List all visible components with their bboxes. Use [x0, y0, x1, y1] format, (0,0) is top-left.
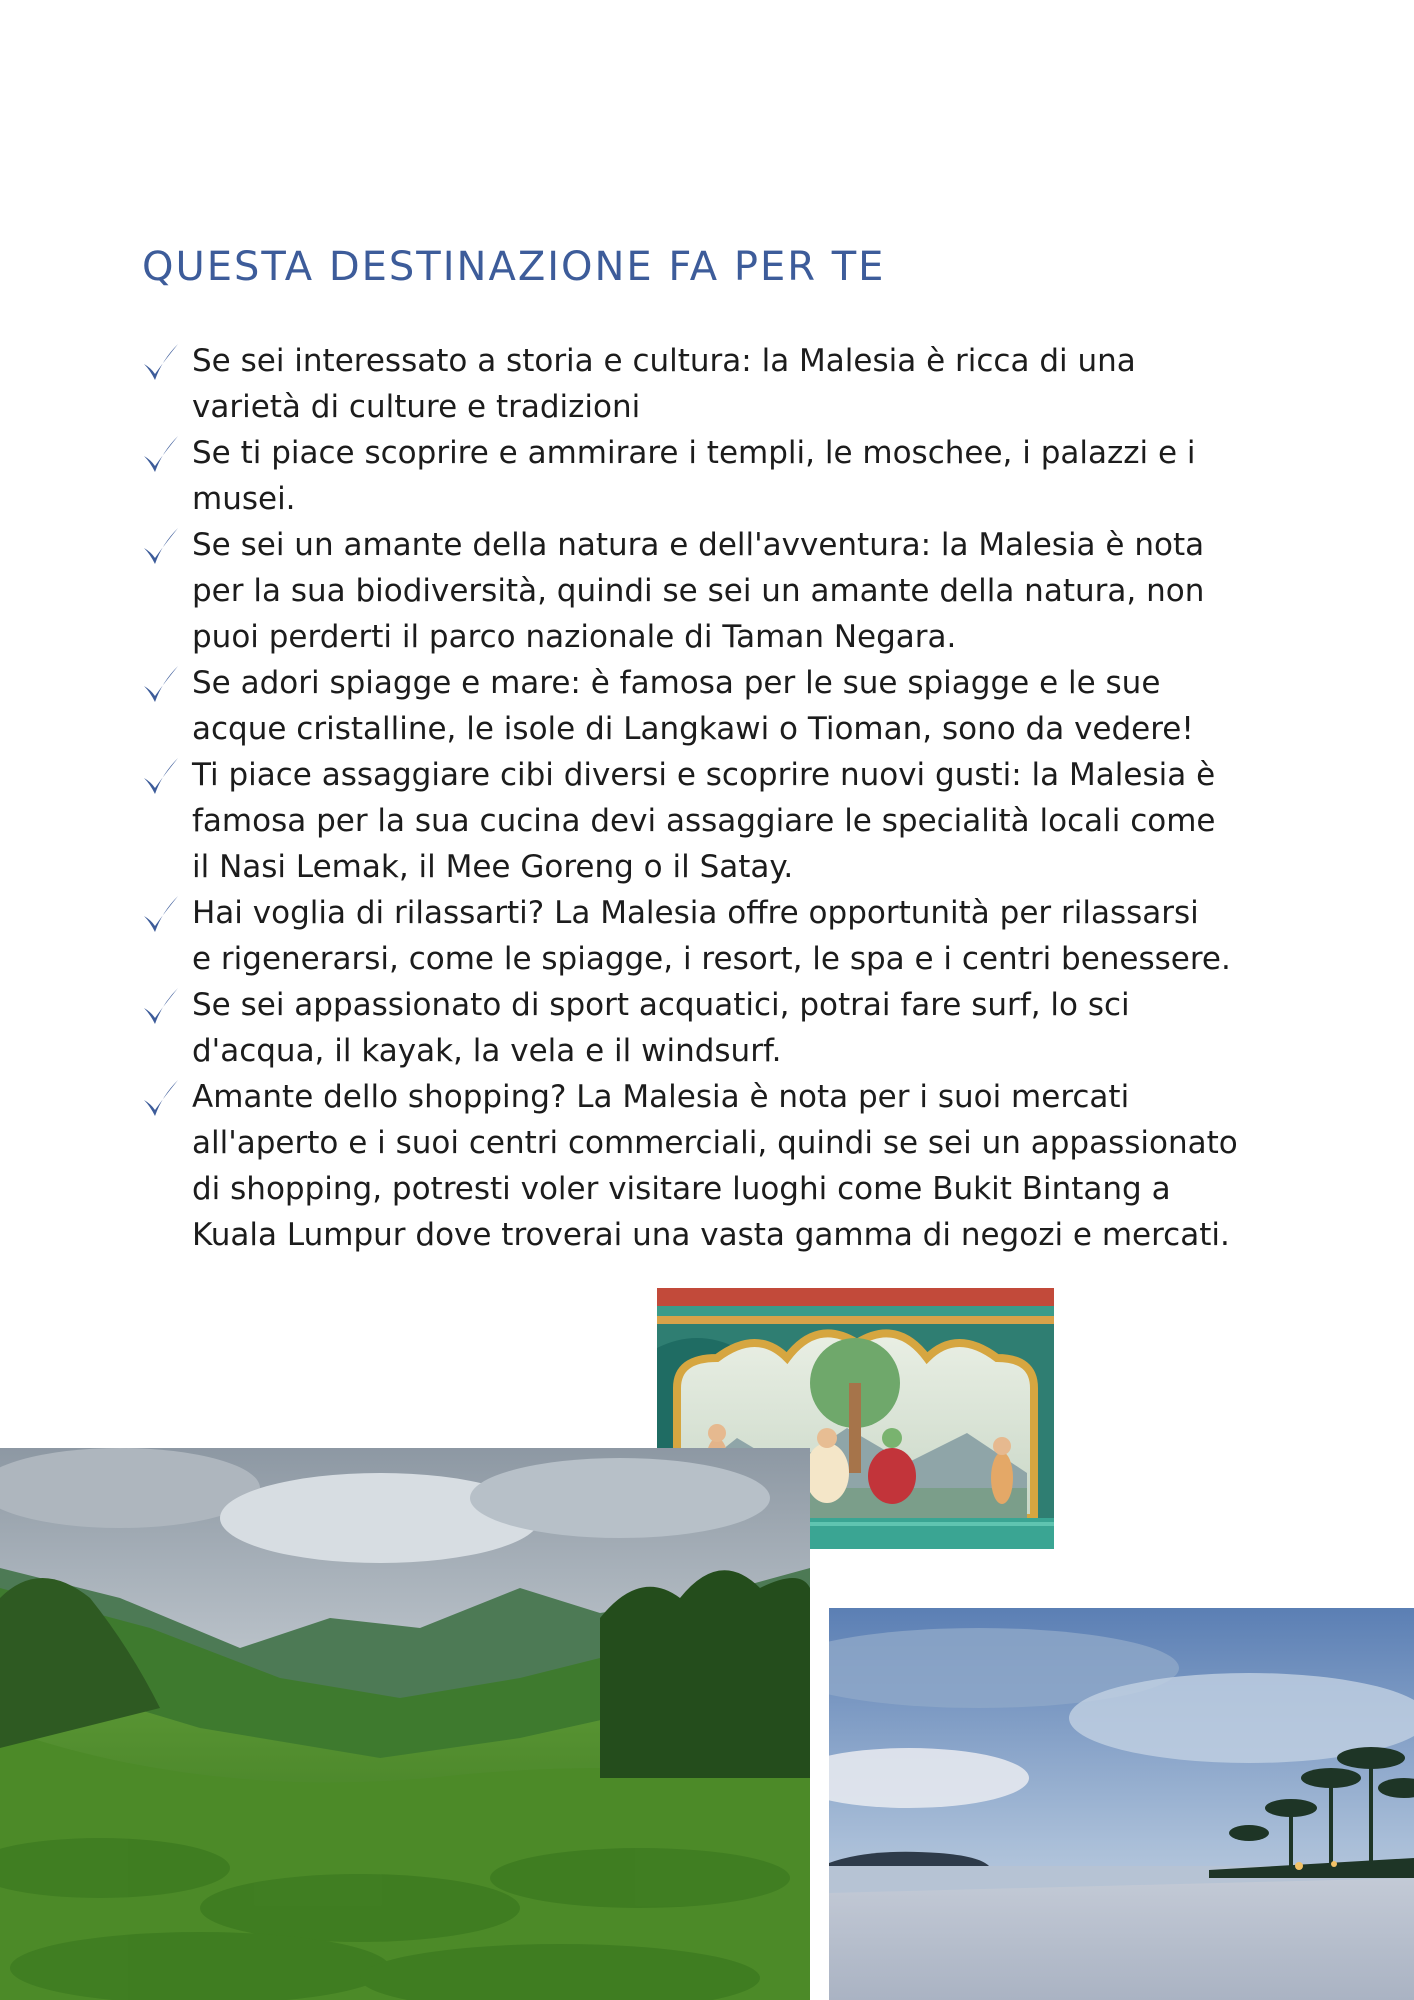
list-item-line: puoi perderti il parco nazionale di Taman Negara. — [192, 619, 957, 655]
list-item — [140, 890, 1290, 982]
list-item-line: Ti piace assaggiare cibi diversi e scoprire nuovi gusti: la Malesia è — [192, 757, 1216, 793]
list-item-line: Se sei un amante della natura e dell'avventura: la Malesia è nota — [192, 527, 1205, 563]
list-item-line: Se sei interessato a storia e cultura: la Malesia è ricca di una — [192, 343, 1136, 379]
reasons-list — [140, 338, 1290, 1258]
list-item-line: Se sei appassionato di sport acquatici, potrai fare surf, lo sci — [192, 987, 1130, 1023]
list-item-line: musei. — [192, 481, 296, 517]
list-item-line: Amante dello shopping? La Malesia è nota per i suoi mercati — [192, 1079, 1130, 1115]
list-item-line: all'aperto e i suoi centri commerciali, quindi se sei un appassionato — [192, 1125, 1238, 1161]
page-title: QUESTA DESTINAZIONE FA PER TE — [142, 244, 886, 290]
list-item-line: Hai voglia di rilassarti? La Malesia offre opportunità per rilassarsi — [192, 895, 1199, 931]
list-item-line: Kuala Lumpur dove troverai una vasta gamma di negozi e mercati. — [192, 1217, 1230, 1253]
list-item — [140, 982, 1290, 1074]
checkmark-icon — [140, 524, 180, 570]
checkmark-icon — [140, 754, 180, 800]
list-item-line: il Nasi Lemak, il Mee Goreng o il Satay. — [192, 849, 794, 885]
tea-plantation-hills-photo — [0, 1448, 810, 2000]
list-item — [140, 660, 1290, 752]
list-item-line: Se adori spiagge e mare: è famosa per le sue spiagge e le sue — [192, 665, 1161, 701]
list-item-line: varietà di culture e tradizioni — [192, 389, 641, 425]
tropical-beach-dusk-photo — [829, 1608, 1414, 2000]
list-item-line: per la sua biodiversità, quindi se sei un amante della natura, non — [192, 573, 1205, 609]
checkmark-icon — [140, 1076, 180, 1122]
list-item — [140, 522, 1290, 660]
list-item-line: Se ti piace scoprire e ammirare i templi, le moschee, i palazzi e i — [192, 435, 1196, 471]
checkmark-icon — [140, 892, 180, 938]
list-item-line: di shopping, potresti voler visitare luoghi come Bukit Bintang a — [192, 1171, 1171, 1207]
checkmark-icon — [140, 432, 180, 478]
list-item — [140, 430, 1290, 522]
checkmark-icon — [140, 662, 180, 708]
list-item — [140, 1074, 1290, 1258]
list-item — [140, 752, 1290, 890]
list-item-line: d'acqua, il kayak, la vela e il windsurf. — [192, 1033, 782, 1069]
checkmark-icon — [140, 984, 180, 1030]
list-item-line: acque cristalline, le isole di Langkawi o Tioman, sono da vedere! — [192, 711, 1194, 747]
list-item-line: famosa per la sua cucina devi assaggiare le specialità locali come — [192, 803, 1216, 839]
list-item-line: e rigenerarsi, come le spiagge, i resort, le spa e i centri benessere. — [192, 941, 1231, 977]
list-item — [140, 338, 1290, 430]
checkmark-icon — [140, 340, 180, 386]
